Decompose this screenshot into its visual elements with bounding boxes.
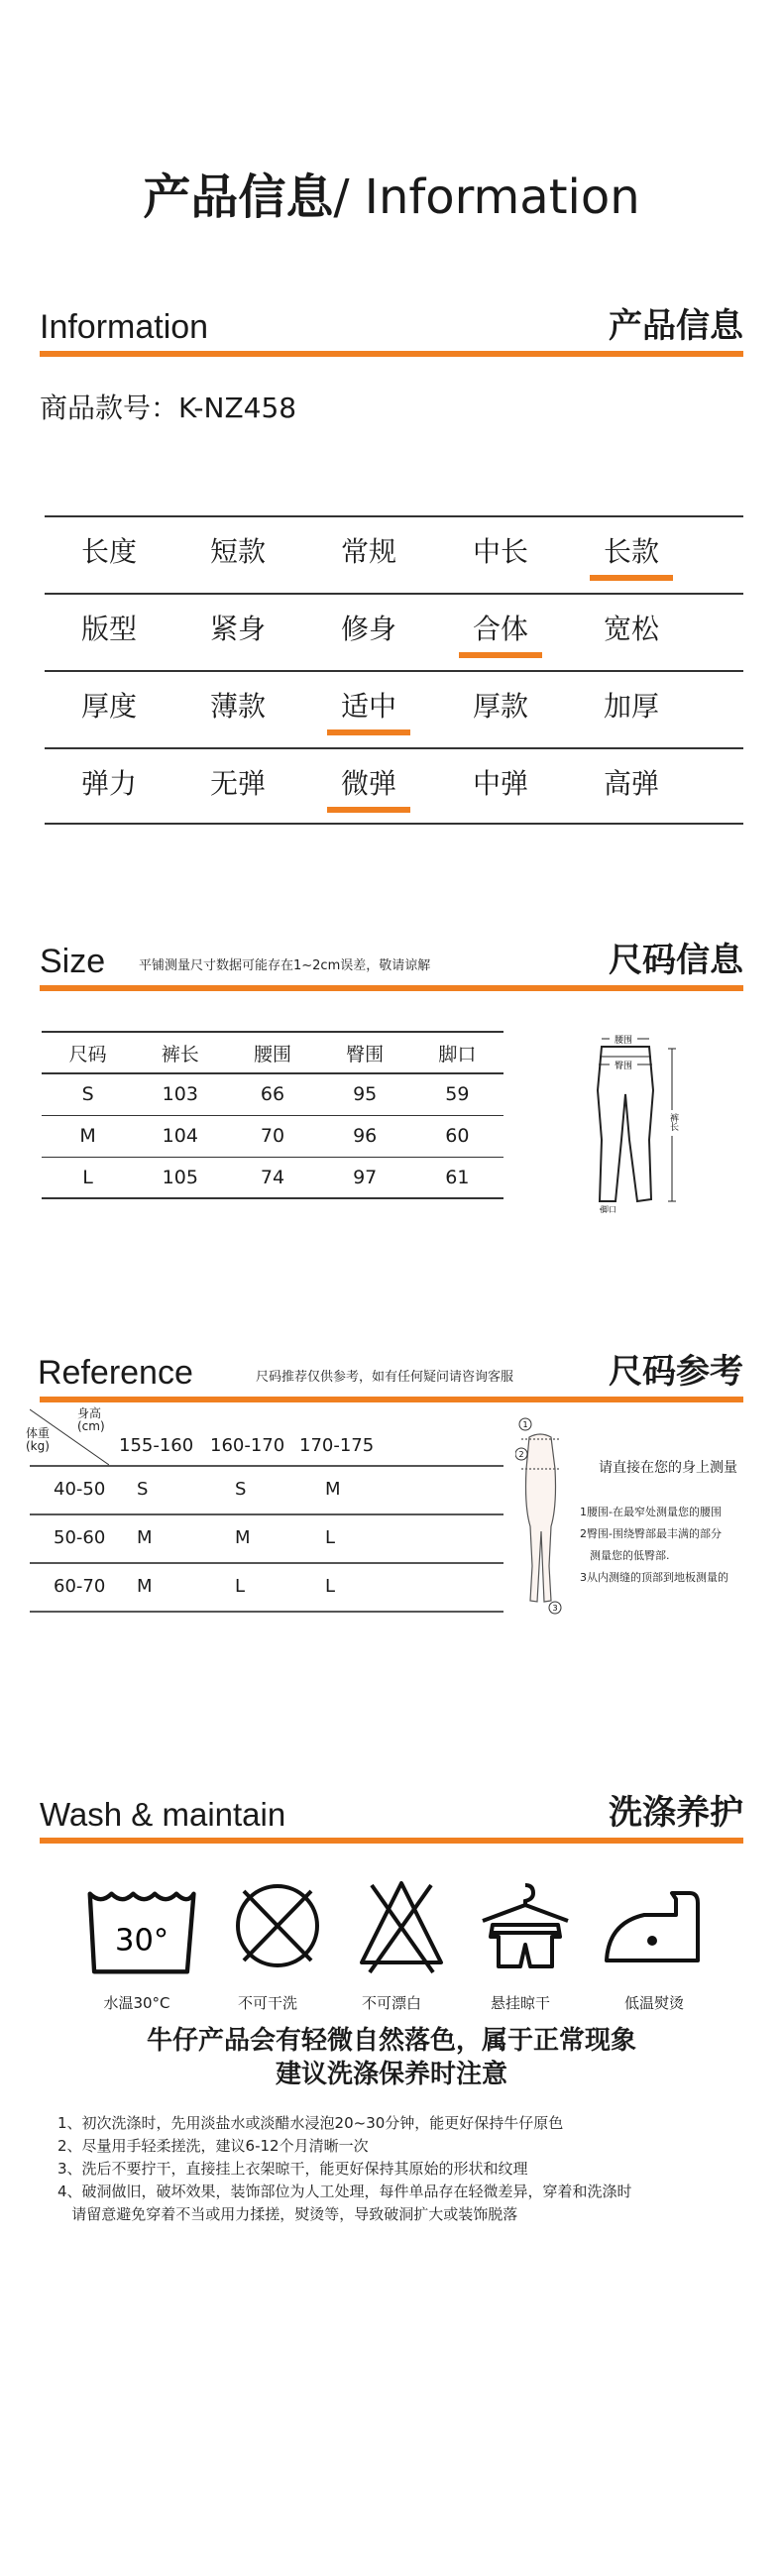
section-divider [40, 351, 743, 357]
page-title [0, 159, 783, 227]
low-iron-icon [595, 1873, 714, 1982]
ref-size-cell: M [137, 1576, 153, 1597]
table-cell: M [42, 1115, 134, 1157]
measure-guide-title: 请直接在您的身上测量 [599, 1460, 737, 1476]
attribute-row [45, 670, 743, 747]
attribute-option: 无弹 [209, 767, 266, 800]
ref-corner-weight: 体重 (kg) [26, 1426, 51, 1453]
size-table-header-cell: 裤长 [134, 1032, 226, 1073]
attribute-option-selected: 合体 [436, 603, 565, 662]
info-section-title-cn: 产品信息 [609, 306, 743, 346]
attribute-row [45, 515, 743, 593]
no-dry-clean-icon [218, 1871, 337, 1980]
hang-dry-icon [466, 1871, 585, 1980]
attribute-option: 修身 [340, 613, 396, 645]
table-cell: 61 [411, 1157, 503, 1198]
ref-size-cell: L [235, 1576, 246, 1597]
care-instruction-item: 3、洗后不要拧干，直接挂上衣架晾干，能更好保持其原始的形状和纹理 [57, 2160, 528, 2178]
diagram-hem-label: 脚口 [601, 1205, 616, 1214]
reference-section-title-en: Reference [38, 1354, 193, 1392]
table-cell: S [42, 1073, 134, 1115]
size-section-note: 平铺测量尺寸数据可能存在1~2cm误差，敬请谅解 [139, 958, 431, 973]
table-cell: 70 [226, 1115, 318, 1157]
table-row [30, 1564, 503, 1613]
size-section-header [40, 932, 743, 991]
table-cell: 105 [134, 1157, 226, 1198]
attribute-name: 厚度 [80, 690, 137, 723]
table-cell: 103 [134, 1073, 226, 1115]
care-label-wash: 水温30°C [103, 1994, 170, 2012]
attribute-option: 常规 [340, 535, 396, 568]
info-section-title-en: Information [40, 308, 209, 346]
info-section-header [40, 297, 743, 357]
attribute-option: 加厚 [603, 690, 659, 723]
ref-table-body [30, 1467, 503, 1613]
care-instructions [57, 2112, 751, 2226]
attribute-option: 薄款 [209, 690, 266, 723]
attribute-name: 版型 [80, 613, 137, 645]
care-instruction-item: 1、初次洗涤时，先用淡盐水或淡醋水浸泡20~30分钟，能更好保持牛仔原色 [57, 2114, 564, 2132]
ref-size-cell: L [325, 1576, 336, 1597]
ref-size-cell: M [325, 1479, 341, 1500]
table-cell: 95 [319, 1073, 411, 1115]
table-cell: 59 [411, 1073, 503, 1115]
wash-section-title-cn: 洗涤养护 [609, 1793, 743, 1833]
attribute-option-selected: 微弹 [304, 757, 433, 817]
table-cell: L [42, 1157, 134, 1198]
ref-weight-cell: 60-70 [54, 1576, 106, 1597]
size-table-header-cell: 脚口 [411, 1032, 503, 1073]
reference-section-note: 尺码推荐仅供参考，如有任何疑问请咨询客服 [256, 1370, 514, 1385]
wash-30-icon [81, 1878, 200, 1987]
attribute-row [45, 747, 743, 825]
diagram-hip-label: 臀围 [614, 1062, 633, 1071]
attribute-row [45, 593, 743, 670]
diagram-waist-label: 腰围 [614, 1036, 633, 1046]
table-cell: 96 [319, 1115, 411, 1157]
care-notice-line2: 建议洗涤保养时注意 [275, 2060, 507, 2089]
attribute-option-selected: 长款 [567, 525, 696, 585]
attribute-name: 弹力 [80, 767, 137, 800]
ref-size-cell: M [235, 1527, 251, 1548]
measure-guide-item: 1腰围-在最窄处测量您的腰围 [580, 1506, 722, 1518]
attribute-option: 短款 [209, 535, 266, 568]
table-cell: 66 [226, 1073, 318, 1115]
size-table-header [42, 1032, 503, 1073]
measure-guide-item: 3从内测缝的顶部到地板测量的 [580, 1571, 728, 1584]
care-instruction-item: 2、尽量用手轻柔搓洗，建议6-12个月清晰一次 [57, 2137, 369, 2155]
svg-text:2: 2 [518, 1450, 524, 1459]
care-notice-line1: 牛仔产品会有轻微自然落色，属于正常现象 [146, 2026, 636, 2056]
table-cell: 97 [319, 1157, 411, 1198]
attribute-option: 厚款 [472, 690, 528, 723]
attribute-option-selected: 适中 [304, 680, 433, 739]
table-row [30, 1515, 503, 1564]
wash-section-title-en: Wash & maintain [40, 1796, 286, 1833]
care-label-iron: 低温熨烫 [623, 1994, 684, 2012]
table-cell: 60 [411, 1115, 503, 1157]
ref-weight-cell: 40-50 [54, 1479, 106, 1500]
ref-size-cell: M [137, 1527, 153, 1548]
measure-guide-list [580, 1502, 748, 1589]
ref-corner-height: 身高 (cm) [77, 1406, 105, 1433]
care-instruction-item: 请留意避免穿着不当或用力揉搓，熨烫等，导致破洞扩大或装饰脱落 [57, 2205, 518, 2223]
table-cell: 74 [226, 1157, 318, 1198]
table-row [42, 1115, 503, 1157]
care-label-dry-clean: 不可干洗 [237, 1994, 297, 2012]
ref-height-header: 155-160 [119, 1435, 194, 1456]
ref-height-header: 170-175 [299, 1435, 375, 1456]
attribute-table [45, 515, 743, 825]
svg-text:1: 1 [522, 1420, 528, 1429]
table-row [42, 1157, 503, 1198]
attribute-option: 中弹 [472, 767, 528, 800]
product-code: 商品款号：K-NZ458 [40, 392, 297, 424]
section-divider [40, 1397, 743, 1402]
svg-text:3: 3 [552, 1604, 558, 1613]
size-table-header-cell: 尺码 [42, 1032, 134, 1073]
diagram-length-label: 裤长 [668, 1113, 678, 1131]
care-label-bleach: 不可漂白 [361, 1994, 421, 2012]
ref-table-header [26, 1405, 503, 1467]
attribute-option: 紧身 [209, 613, 266, 645]
table-row [42, 1073, 503, 1115]
attribute-option: 中长 [472, 535, 528, 568]
care-instruction-item: 4、破洞做旧，破坏效果，装饰部位为人工处理，每件单品存在轻微差异，穿着和洗涤时 [57, 2183, 632, 2200]
ref-size-cell: L [325, 1527, 336, 1548]
reference-section-title-cn: 尺码参考 [609, 1352, 743, 1392]
page-title-cn: 产品信息 [143, 169, 334, 225]
no-bleach-icon [342, 1871, 461, 1980]
wash-temp-text: 30° [115, 1923, 169, 1959]
size-section-title-en: Size [40, 943, 106, 980]
size-table [42, 1031, 503, 1199]
section-divider [40, 985, 743, 991]
size-section-title-cn: 尺码信息 [609, 941, 743, 980]
measure-guide-item: 测量您的低臀部. [590, 1549, 670, 1562]
size-table-body [42, 1073, 503, 1198]
size-table-header-cell: 臀围 [319, 1032, 411, 1073]
care-label-hang: 悬挂晾干 [490, 1994, 550, 2012]
attribute-option: 高弹 [603, 767, 659, 800]
ref-height-header: 160-170 [210, 1435, 285, 1456]
ref-size-cell: S [137, 1479, 149, 1500]
table-cell: 104 [134, 1115, 226, 1157]
size-table-header-cell: 腰围 [226, 1032, 318, 1073]
measure-guide-item: 2臀围-围绕臀部最丰满的部分 [580, 1527, 722, 1540]
page-title-en: / Information [333, 169, 640, 225]
reference-section-header [40, 1343, 743, 1402]
attribute-name: 长度 [80, 535, 137, 568]
attribute-option: 宽松 [603, 613, 659, 645]
section-divider [40, 1838, 743, 1844]
pants-diagram [580, 1031, 728, 1214]
ref-size-cell: S [235, 1479, 247, 1500]
wash-section-header [40, 1784, 743, 1844]
ref-weight-cell: 50-60 [54, 1527, 106, 1548]
body-figure-icon [515, 1417, 565, 1616]
table-row [30, 1467, 503, 1515]
